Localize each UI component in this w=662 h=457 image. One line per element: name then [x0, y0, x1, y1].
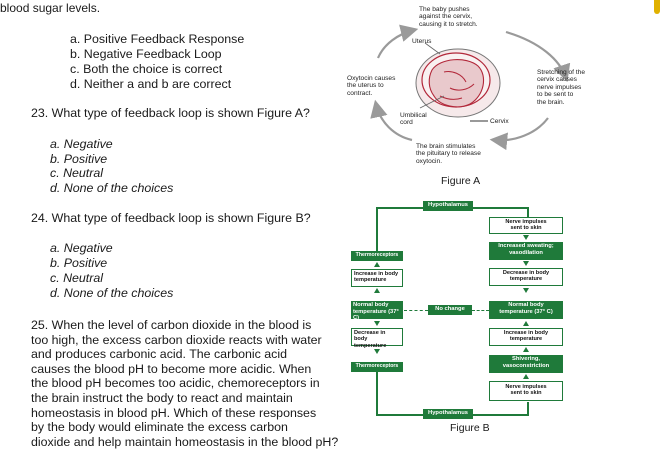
figure-a-caption: Figure A	[441, 175, 481, 187]
sweating-box: Increased sweating; vasodilation	[489, 242, 563, 260]
shivering-box: Shivering, vasoconstriction	[489, 355, 563, 373]
arrow-down	[374, 349, 380, 354]
q24-option-c[interactable]: c. Neutral	[50, 271, 104, 285]
cycle-arrow-top-left	[378, 30, 414, 58]
hypothalamus-bottom-box: Hypothalamus	[423, 409, 473, 419]
arrow-up	[374, 262, 380, 267]
hypothalamus-top-box: Hypothalamus	[423, 201, 473, 211]
q23-question: 23. What type of feedback loop is shown Figure A?	[31, 106, 310, 120]
arrow-down	[523, 235, 529, 240]
q22-option-b[interactable]: b. Negative Feedback Loop	[70, 47, 222, 61]
q25-line: dioxide and help maintain homeostasis in the blood pH?	[31, 434, 339, 449]
q25-line: too high, the excess carbon dioxide reacts with water	[31, 332, 322, 347]
q24-option-d[interactable]: d. None of the choices	[50, 286, 174, 300]
q24-option-a[interactable]: a. Negative	[50, 241, 113, 255]
fig-a-cervix-label: Cervix	[490, 118, 509, 125]
arrow-up	[523, 347, 529, 352]
q25-line: homeostasis in blood pH. Which of these responses	[31, 405, 317, 420]
increase-temp-right-box: Increase in body temperature	[489, 328, 563, 346]
q22-option-c[interactable]: c. Both the choice is correct	[70, 62, 223, 76]
no-change-box: No change	[428, 305, 472, 315]
loop-line-right-top	[527, 207, 529, 217]
dotted-line-left	[404, 310, 428, 311]
nerve-impulses-bottom-box: Nerve impulses sent to skin	[489, 381, 563, 401]
q24-question: 24. What type of feedback loop is shown Figure B?	[31, 211, 311, 225]
q25-line: the brain instruct the body to react and maintain	[31, 390, 293, 405]
arrow-down	[523, 261, 529, 266]
fig-a-top-label: The baby pushes against the cervix, causing it to stretch.	[419, 6, 478, 28]
increase-temp-box: Increase in body temperature	[351, 269, 403, 287]
arrow-down	[374, 321, 380, 326]
fig-a-right-label: Stretching of the cervix causes nerve impulses to be sent to the brain.	[537, 69, 586, 106]
q23-option-c[interactable]: c. Neutral	[50, 166, 104, 180]
q23-option-d[interactable]: d. None of the choices	[50, 181, 174, 195]
q22-option-d[interactable]: d. Neither a and b are correct	[70, 77, 232, 91]
q22-option-a[interactable]: a. Positive Feedback Response	[70, 32, 245, 46]
dotted-line-right	[472, 310, 489, 311]
q24-option-b[interactable]: b. Positive	[50, 256, 108, 270]
q25-line: 25. When the level of carbon dioxide in the blood is	[31, 318, 312, 332]
q23-option-a[interactable]: a. Negative	[50, 137, 113, 151]
decrease-temp-box: Decrease in body temperature	[351, 328, 403, 346]
arrow-up	[523, 374, 529, 379]
fig-a-uterus-label: Uterus	[412, 38, 432, 45]
arrow-up	[374, 288, 380, 293]
carryover-text: blood sugar levels.	[0, 1, 101, 15]
q23-option-b[interactable]: b. Positive	[50, 152, 108, 166]
nerve-impulses-top-box: Nerve impulses sent to skin	[489, 217, 563, 234]
fig-a-umbilical-label: Umbilical cord	[400, 112, 427, 127]
normal-temp-right-box: Normal body temperature (37° C)	[489, 301, 563, 319]
fig-a-left-label: Oxytocin causes the uterus to contract.	[347, 75, 396, 97]
q25-line: causes the blood pH to become more acidic. When	[31, 361, 312, 376]
arrow-up	[523, 321, 529, 326]
fig-a-bottom-label: The brain stimulates the pituitary to release oxytocin.	[416, 143, 481, 165]
figure-b-caption: Figure B	[450, 422, 490, 434]
loop-line-left-bottom	[376, 372, 378, 416]
q25-line: by the body would eliminate the excess carbon	[31, 420, 288, 435]
q25-line: and produces carbonic acid. The carbonic acid	[31, 347, 287, 362]
arrow-down	[523, 288, 529, 293]
loop-line-left-top	[376, 207, 378, 251]
thermoreceptors-top-box: Thermoreceptors	[351, 251, 403, 261]
thermoreceptors-bottom-box: Thermoreceptors	[351, 362, 403, 372]
normal-temp-left-box: Normal body temperature (37° C)	[351, 301, 403, 319]
decrease-temp-right-box: Decrease in body temperature	[489, 268, 563, 286]
loop-line-right-bottom	[527, 402, 529, 416]
q25-line: the blood pH becomes too acidic, chemoreceptors in	[31, 376, 320, 391]
